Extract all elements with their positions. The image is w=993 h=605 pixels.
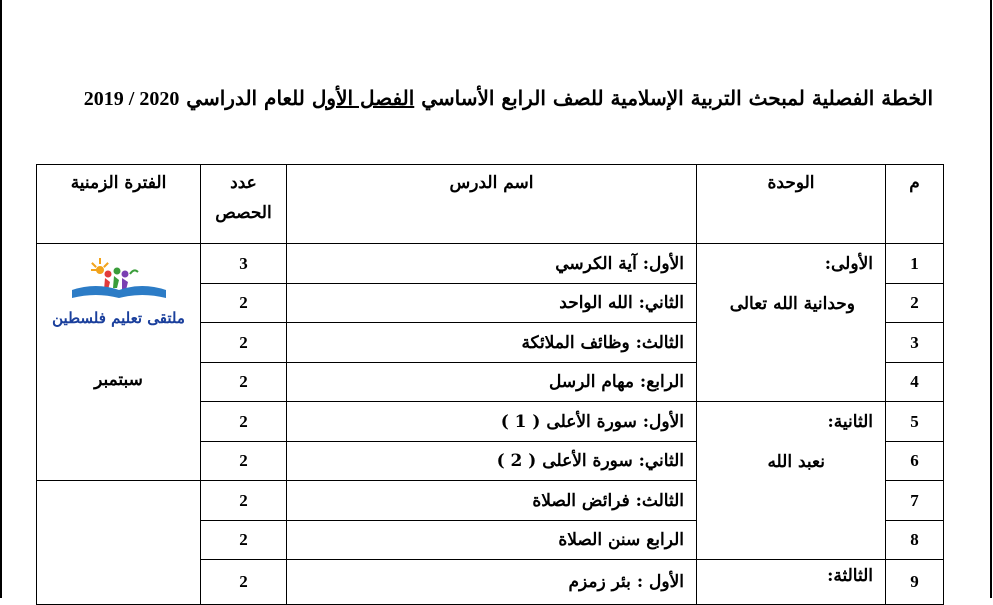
page-left-border bbox=[0, 0, 2, 598]
title-text: الخطة الفصلية لمبحث التربية الإسلامية للصف الرابع الأساسي bbox=[414, 86, 933, 110]
header-count-line2: الحصص bbox=[215, 203, 272, 223]
unit-name: الثانية: bbox=[827, 412, 873, 432]
row-index: 8 bbox=[886, 521, 944, 560]
period-cell-empty bbox=[37, 481, 201, 605]
lesson-cell: الثالث: فرائض الصلاة bbox=[287, 481, 697, 521]
lesson-cell: الثاني: الله الواحد bbox=[287, 284, 697, 323]
lesson-cell: الرابع سنن الصلاة bbox=[287, 521, 697, 560]
row-index: 4 bbox=[886, 363, 944, 402]
count-cell: 2 bbox=[201, 521, 287, 560]
header-lesson: اسم الدرس bbox=[287, 165, 697, 244]
row-index: 9 bbox=[886, 560, 944, 605]
lesson-cell: الأول: آية الكرسي bbox=[287, 244, 697, 284]
logo-text: ملتقى تعليم فلسطين bbox=[52, 309, 185, 327]
count-cell: 2 bbox=[201, 481, 287, 521]
lesson-cell: الأول : بئر زمزم bbox=[287, 560, 697, 605]
unit-name: الأولى: bbox=[824, 254, 873, 274]
row-index: 7 bbox=[886, 481, 944, 521]
document-title bbox=[83, 86, 933, 111]
count-cell: 2 bbox=[201, 442, 287, 481]
row-index: 5 bbox=[886, 402, 944, 442]
unit-cell-1 bbox=[697, 244, 886, 402]
title-year: 2019 / 2020 bbox=[83, 88, 180, 110]
header-count-line1: عدد bbox=[230, 173, 257, 193]
plan-table bbox=[36, 164, 944, 605]
lesson-cell: الثاني: سورة الأعلى ( 2 ) bbox=[287, 442, 697, 481]
logo-icon bbox=[64, 252, 174, 304]
header-count bbox=[201, 165, 287, 244]
unit-name: الثالثة: bbox=[827, 566, 873, 586]
period-cell-september bbox=[37, 244, 201, 481]
row-index: 1 bbox=[886, 244, 944, 284]
row-index: 3 bbox=[886, 323, 944, 363]
header-period: الفترة الزمنية bbox=[37, 165, 201, 244]
count-cell: 2 bbox=[201, 560, 287, 605]
count-cell: 2 bbox=[201, 402, 287, 442]
page-right-border bbox=[990, 0, 992, 598]
header-unit: الوحدة bbox=[697, 165, 886, 244]
unit-title: وحدانية الله تعالى bbox=[729, 294, 855, 314]
unit-title: نعبد الله bbox=[767, 452, 825, 472]
count-cell: 3 bbox=[201, 244, 287, 284]
lesson-cell: الرابع: مهام الرسل bbox=[287, 363, 697, 402]
row-index: 2 bbox=[886, 284, 944, 323]
lesson-cell: الثالث: وظائف الملائكة bbox=[287, 323, 697, 363]
count-cell: 2 bbox=[201, 323, 287, 363]
count-cell: 2 bbox=[201, 363, 287, 402]
unit-cell-2 bbox=[697, 402, 886, 560]
title-term: الفصل الأول bbox=[311, 86, 415, 110]
row-index: 6 bbox=[886, 442, 944, 481]
period-month: سبتمبر bbox=[94, 370, 143, 390]
header-index: م bbox=[886, 165, 944, 244]
title-text-2: للعام الدراسي bbox=[179, 86, 312, 110]
site-logo bbox=[37, 252, 200, 327]
lesson-cell: الأول: سورة الأعلى ( 1 ) bbox=[287, 402, 697, 442]
count-cell: 2 bbox=[201, 284, 287, 323]
